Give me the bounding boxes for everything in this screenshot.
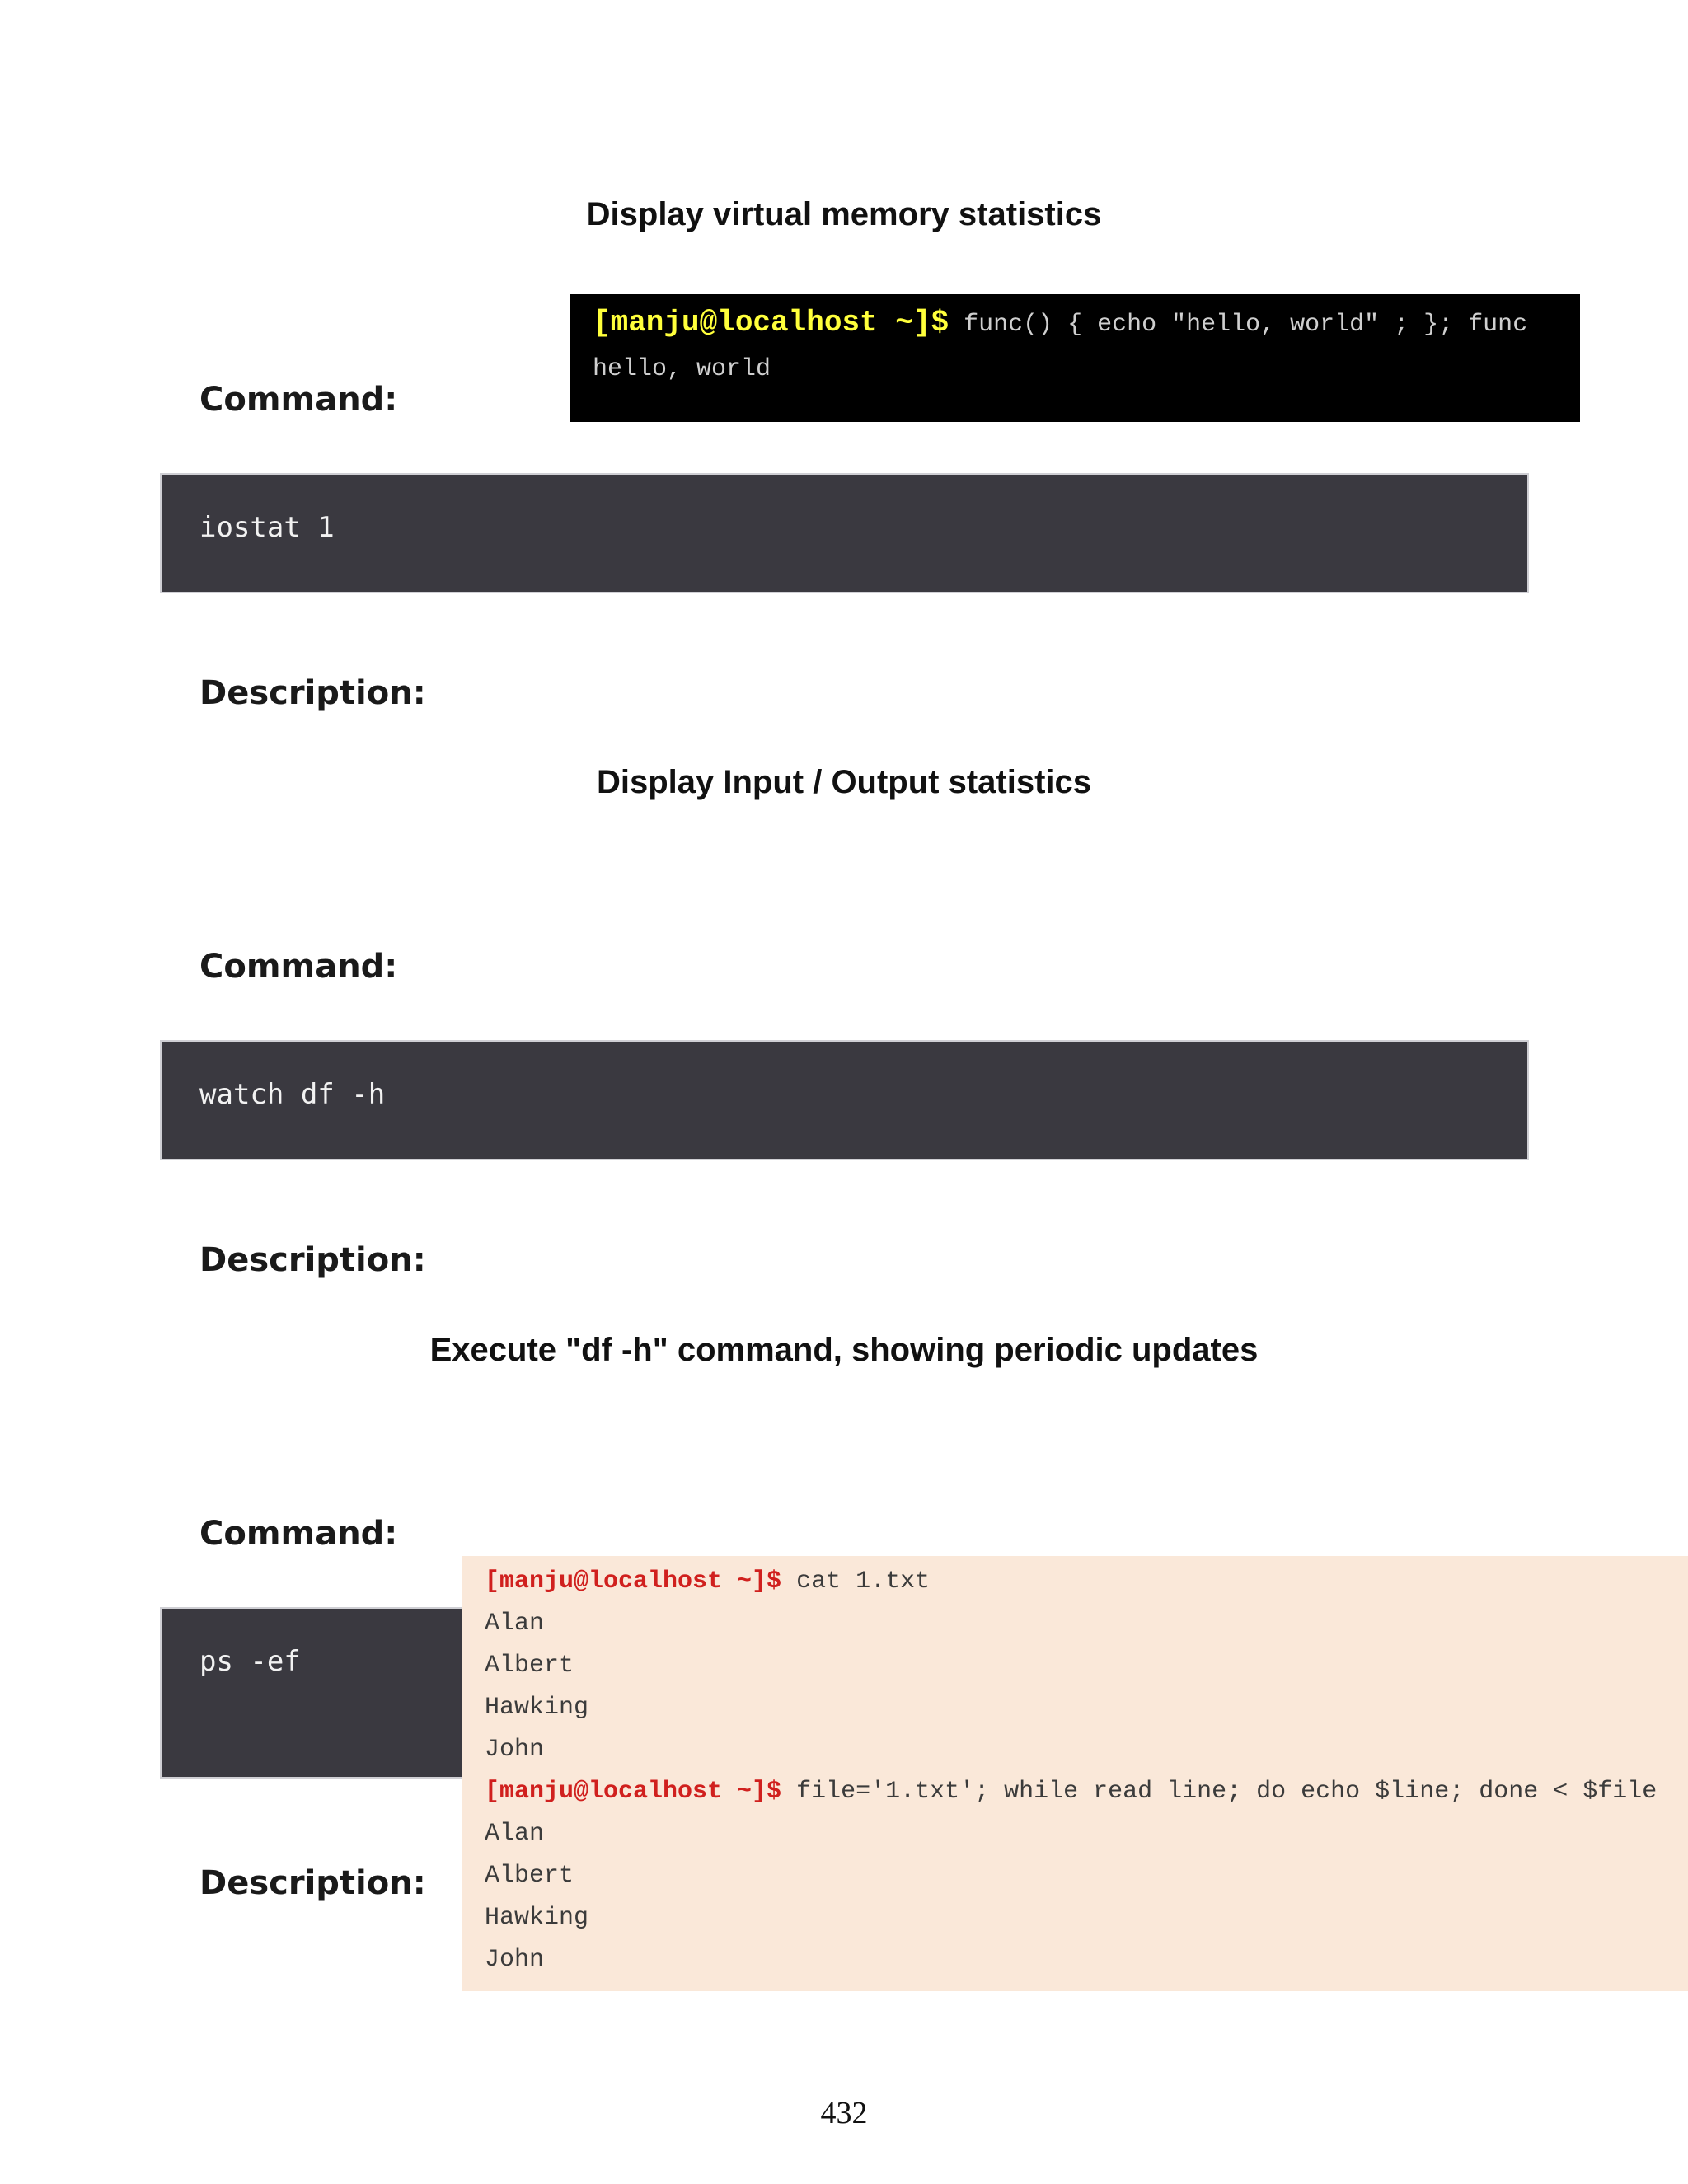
code-text-iostat: iostat 1	[199, 511, 335, 544]
description-label: Description:	[199, 1241, 426, 1279]
terminal-line-1	[593, 306, 1527, 340]
terminal-screenshot-peach	[462, 1556, 1688, 1991]
terminal-output: hello, world	[593, 355, 771, 383]
terminal-prompt: [manju@localhost ~]$	[593, 306, 950, 340]
terminal-output-line: John	[485, 1736, 545, 1764]
description-label: Description:	[199, 674, 426, 712]
description-text-vmstat: Display virtual memory statistics	[586, 196, 1102, 232]
code-text-ps: ps -ef	[199, 1645, 301, 1678]
command-label: Command:	[199, 948, 398, 986]
command-label: Command:	[199, 1515, 398, 1553]
terminal-output-line: Alan	[485, 1610, 545, 1638]
code-block-watch	[160, 1040, 1529, 1160]
terminal-output-line: Albert	[485, 1652, 574, 1680]
terminal-command: file='1.txt'; while read line; do echo $line; done < $file	[781, 1778, 1658, 1806]
code-block-iostat	[160, 473, 1529, 593]
terminal-command: func() { echo "hello, world" ; }; func	[949, 311, 1528, 339]
command-label: Command:	[199, 381, 398, 419]
terminal-prompt: [manju@localhost ~]$	[485, 1568, 782, 1596]
terminal-command: cat 1.txt	[781, 1568, 931, 1596]
terminal-prompt: [manju@localhost ~]$	[485, 1778, 782, 1806]
terminal-output-line: John	[485, 1946, 545, 1974]
terminal-output-line: Hawking	[485, 1694, 589, 1722]
description-text-iostat: Display Input / Output statistics	[596, 764, 1092, 800]
terminal-line-cat	[485, 1568, 930, 1596]
page-number: 432	[820, 2096, 868, 2130]
terminal-screenshot-black	[570, 294, 1580, 422]
terminal-output-line: Alan	[485, 1820, 545, 1848]
description-label: Description:	[199, 1864, 426, 1902]
code-text-watch: watch df -h	[199, 1078, 386, 1111]
terminal-line-while	[485, 1778, 1657, 1806]
description-text-watch: Execute "df -h" command, showing periodic updates	[429, 1332, 1259, 1368]
terminal-output-line: Albert	[485, 1862, 574, 1890]
terminal-output-line: Hawking	[485, 1904, 589, 1932]
